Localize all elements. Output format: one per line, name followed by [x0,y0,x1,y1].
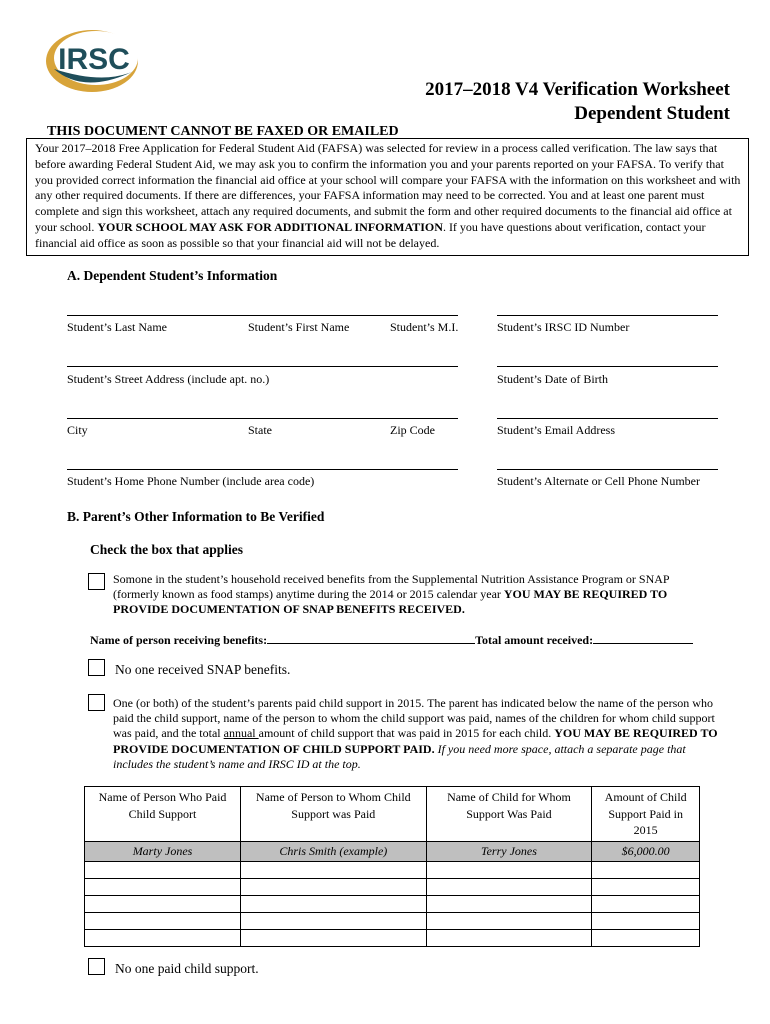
snap-received-text: Somone in the student’s household received benefits from the Supplemental Nutrition Assistance Program or SNAP (formerly known as food stamps) anytime during the 2014 or 2015 calendar year YOU MAY BE REQUIRED TO PROVIDE DOCUMENTATION OF SNAP BENEFITS RECEIVED. [113,572,670,617]
cell[interactable] [241,879,427,896]
first-name-label: Student’s First Name [248,320,350,334]
child-support-text: One (or both) of the student’s parents paid child support in 2015. The parent has indicated below the name of the person who paid the child support, name of the person to whom the child support was paid, names of the children for whom child support was paid, and the total annual amount of child support that was paid in 2015 for each child. YOU MAY BE REQUIRED TO PROVIDE DOCUMENTATION OF CHILD SUPPORT PAID. If you need more space, attach a separate page that includes the student’s name and IRSC ID at the top. [113,696,718,771]
section-b-heading: B. Parent’s Other Information to Be Verified [67,509,325,524]
cell[interactable] [85,913,241,930]
cell[interactable] [426,862,592,879]
cell[interactable] [592,930,700,947]
check-prompt: Check the box that applies [90,542,244,557]
no-child-support-checkbox[interactable] [88,958,105,975]
intro-box: Your 2017–2018 Free Application for Federal Student Aid (FAFSA) was selected for review in a process called verification. The law says that before awarding Federal Student Aid, we may ask you to confirm the information you and your parents reported on your FAFSA. To verify that you provided correct information the financial aid office at your school will compare your FAFSA with the information on this worksheet and with any other required documents. If there are differences, your FAFSA information may need to be corrected. You and at least one parent must complete and sign this worksheet, attach any required documents, and submit the form and other required documents to the financial aid office at your school. YOUR SCHOOL MAY ASK FOR ADDITIONAL INFORMATION. If you have questions about verification, contact your financial aid office as soon as possible so that your financial aid will not be delayed. [26,138,749,256]
example-payer: Marty Jones [85,842,241,862]
email-field[interactable] [497,418,718,419]
city-state-zip-field[interactable] [67,418,458,419]
snap-recipient-row [90,633,693,648]
dob-field[interactable] [497,366,718,367]
alt-phone-label: Student’s Alternate or Cell Phone Number [497,474,700,488]
mi-label: Student’s M.I. [390,320,459,334]
cell[interactable] [426,879,592,896]
cell[interactable] [592,879,700,896]
dob-label: Student’s Date of Birth [497,372,608,386]
cell[interactable] [592,913,700,930]
table-row[interactable] [85,930,700,947]
home-phone-field[interactable] [67,469,458,470]
cell[interactable] [592,862,700,879]
city-label: City [67,423,88,437]
name-receiving-label: Name of person receiving benefits: [90,633,268,647]
cell[interactable] [85,930,241,947]
cell[interactable] [426,896,592,913]
table-row[interactable] [85,879,700,896]
last-name-label: Student’s Last Name [67,320,167,334]
child-support-table [84,786,700,947]
state-label: State [248,423,272,437]
no-child-support-label: No one paid child support. [115,961,259,976]
page-subtitle: Dependent Student [574,103,730,124]
cell[interactable] [241,862,427,879]
table-example-row [85,842,700,862]
example-child: Terry Jones [426,842,592,862]
table-row[interactable] [85,862,700,879]
no-snap-label: No one received SNAP benefits. [115,662,291,677]
table-row[interactable] [85,896,700,913]
logo-text: IRSC [58,43,130,76]
cell[interactable] [85,879,241,896]
cell[interactable] [241,896,427,913]
total-received-label: Total amount received: [475,633,594,647]
student-name-field[interactable] [67,315,458,316]
street-address-field[interactable] [67,366,458,367]
irsc-id-field[interactable] [497,315,718,316]
cell[interactable] [85,862,241,879]
col-header-amount: Amount of Child Support Paid in 2015 [592,787,700,842]
alt-phone-field[interactable] [497,469,718,470]
cell[interactable] [426,913,592,930]
col-header-child: Name of Child for Whom Support Was Paid [426,787,592,842]
cell[interactable] [85,896,241,913]
irsc-logo [44,25,144,95]
total-received-field[interactable] [593,633,693,644]
cell[interactable] [241,930,427,947]
zip-label: Zip Code [390,423,435,437]
example-payee: Chris Smith (example) [241,842,427,862]
cell[interactable] [426,930,592,947]
street-label: Student’s Street Address (include apt. no.) [67,372,270,386]
table-row[interactable] [85,913,700,930]
col-header-payee: Name of Person to Whom Child Support was Paid [241,787,427,842]
email-label: Student’s Email Address [497,423,615,437]
irsc-id-label: Student’s IRSC ID Number [497,320,630,334]
snap-received-checkbox[interactable] [88,573,105,590]
example-amount: $6,000.00 [592,842,700,862]
no-snap-checkbox[interactable] [88,659,105,676]
child-support-checkbox[interactable] [88,694,105,711]
name-receiving-field[interactable] [267,633,475,644]
table-header-row [85,787,700,842]
no-fax-notice: THIS DOCUMENT CANNOT BE FAXED OR EMAILED [47,124,399,139]
page-title: 2017–2018 V4 Verification Worksheet [425,79,730,100]
cell[interactable] [592,896,700,913]
cell[interactable] [241,913,427,930]
col-header-payer: Name of Person Who Paid Child Support [85,787,241,842]
section-a-heading: A. Dependent Student’s Information [67,268,278,283]
home-phone-label: Student’s Home Phone Number (include area code) [67,474,315,488]
